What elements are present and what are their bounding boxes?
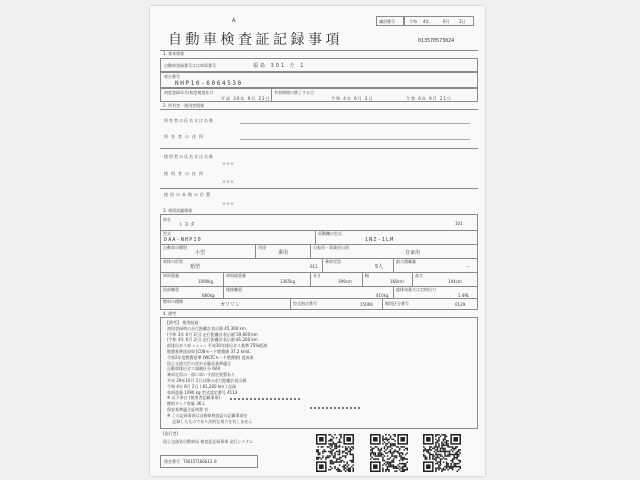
section1-heading: 1. 基本情報 xyxy=(163,51,185,56)
maker-value: トヨタ xyxy=(178,222,197,228)
expiry-value: 令和 6年 9月 21日 xyxy=(406,96,452,101)
first-reg-value: 平成 30年 9月 22日 xyxy=(221,96,271,101)
issue-date-era: 令和 xyxy=(409,19,417,24)
width-value: 169cm xyxy=(390,279,404,284)
inspection-record-document xyxy=(150,6,485,476)
issue-date-day: 2日 xyxy=(459,19,466,24)
date-row xyxy=(160,88,478,102)
note-line: 保安基準適合証明書 有 xyxy=(167,407,209,412)
category-value: 0129 xyxy=(455,302,466,307)
shape-value: 箱型 xyxy=(190,264,201,270)
reg-label: 自動車登録番号又は車両番号 xyxy=(164,63,216,68)
reg-row xyxy=(160,58,478,72)
note-line: 低排出ガス車 ☆☆☆☆ 平成30年排出ガス基準 75%低減 xyxy=(167,343,268,349)
id-stamp-box xyxy=(376,16,404,26)
fuel-value: ガソリン xyxy=(220,302,241,308)
maker-code: 101 xyxy=(455,221,463,226)
qr-code-2-icon xyxy=(370,434,408,472)
note-line: 乗車定員の一部に車いす固定装置あり xyxy=(167,372,235,378)
use-label: 用途 xyxy=(258,245,266,250)
vin-row xyxy=(160,72,478,88)
use-value: 乗用 xyxy=(278,250,289,256)
gross-value: 1365kg xyxy=(280,279,296,284)
base-location-label: 使用の本拠の位置 xyxy=(164,192,212,197)
front-axle-value: 680kg xyxy=(202,293,215,298)
length-value: 399cm xyxy=(338,279,352,284)
height-value: 144cm xyxy=(448,279,462,284)
weight-label: 車両重量 xyxy=(163,273,179,278)
issue-date-box xyxy=(404,16,474,26)
purpose-value: 自家用 xyxy=(405,250,421,256)
qr-code-3-icon xyxy=(423,434,461,472)
weight-value: 1090kg xyxy=(198,279,214,284)
note-line: 令和2年度燃費基準 (WLTCモード燃費値) 達成車 xyxy=(167,354,254,360)
vin-label: 車台番号 xyxy=(164,74,180,79)
height-label: 高さ xyxy=(415,273,423,278)
issue-value: 令和 4年 6月 2日 xyxy=(331,96,374,101)
maker-label: 車名 xyxy=(163,217,171,222)
note-line: 記録したものであり法的な効力を有しません xyxy=(167,418,253,424)
engine-label: 原動機の型式 xyxy=(318,231,342,236)
shape-code: 011 xyxy=(310,264,318,269)
issuer-value: 国土交通省自動車局 検査証記録事項 発行システム xyxy=(163,439,254,444)
base-location-value: ＊＊＊ xyxy=(222,201,234,206)
qr-code-1-icon xyxy=(316,434,354,472)
engine-value: 1NZ-1LM xyxy=(365,237,395,243)
note-line: 令和 4年 6月 2日 ( 81,200 km ) 記録 xyxy=(167,383,237,389)
capacity-label: 乗車定員 xyxy=(325,259,341,264)
note-line: ※ 以下余白 (使用者記載事項) xyxy=(167,395,221,401)
issuer-label: [発行者] xyxy=(163,431,179,436)
model-label: 型式 xyxy=(163,231,171,236)
note-line: 初回登録時の走行距離計表示値 45,300 km xyxy=(167,325,246,331)
category-label: 類別区分番号 xyxy=(385,301,409,306)
top-mark: A xyxy=(232,18,236,24)
issue-date-month: 6月 xyxy=(443,19,450,24)
notes-box xyxy=(160,317,478,429)
length-label: 長さ xyxy=(313,273,321,278)
rear-axle-label: 後後軸重 xyxy=(226,287,242,292)
record-label: 照会番号 xyxy=(164,459,180,464)
width-label: 幅 xyxy=(365,273,369,278)
expiry-label: 有効期間の満了する日 xyxy=(274,90,314,95)
section3-heading: 3. 車両詳細情報 xyxy=(163,208,193,213)
capacity-value: 5人 xyxy=(375,264,384,270)
document-number: 013570573024 xyxy=(418,38,455,44)
note-line: (令和 3年 6月 2日) 走行距離計表示値 59,600 km xyxy=(167,331,258,337)
class-label: 自動車の種別 xyxy=(163,245,187,250)
note-line: 【備考】 使用経過： xyxy=(165,320,203,325)
title-rule xyxy=(160,50,478,51)
note-line: ※ この記録事項は自動車検査証の記載事項を xyxy=(167,412,248,418)
note-line: 燃料タンク容量 36 L xyxy=(167,401,205,407)
fuel-label: 燃料の種類 xyxy=(163,299,183,304)
vin-value: NHP10-6064530 xyxy=(175,80,243,87)
class-no-label: 型式指定番号 xyxy=(293,301,317,306)
rear-axle-value: 410kg xyxy=(376,293,389,298)
note-line: (令和 4年 6月 2日) 走行距離計表示値 81,200 km xyxy=(167,337,258,343)
max-load-value: － xyxy=(466,264,472,270)
record-box xyxy=(160,455,258,468)
note-line: 国土交通大臣の定める騒音基準適合 xyxy=(167,360,231,366)
purpose-label: 自家用・事業用の別 xyxy=(313,245,349,250)
record-value: T46157166613.8 xyxy=(183,459,217,464)
user-addr-label: 使用者の住所 xyxy=(164,171,206,176)
reg-value: 福島 301 た 1 xyxy=(253,63,306,69)
displacement-value: 1.49L xyxy=(458,293,470,298)
shape-label: 車体の形状 xyxy=(163,259,183,264)
gross-label: 車両総重量 xyxy=(226,273,246,278)
owner-name-label: 所有者の氏名又は名称 xyxy=(164,118,214,123)
section4-heading: 4. 備考 xyxy=(163,311,177,316)
document-title: 自動車検査証記録事項 xyxy=(168,32,343,48)
front-axle-label: 前前軸重 xyxy=(163,287,179,292)
class-no-value: 15069 xyxy=(360,302,373,307)
issue-date-year: 4年 xyxy=(423,19,430,24)
user-name-value: ＊＊＊ xyxy=(222,161,234,166)
note-line: 平成 29年10月 1日以降の走行距離計表示値 xyxy=(167,378,247,383)
max-load-label: 最大積載量 xyxy=(396,259,416,264)
note-line: 車両重量 1090 kg 型式認定番号 4113 xyxy=(167,389,238,395)
displacement-label: 総排気量又は定格出力 xyxy=(396,287,436,292)
user-name-label: 使用者の氏名又は名称 xyxy=(164,154,214,159)
note-line: 自動車排出ガス規制区分 6AA xyxy=(167,366,221,372)
owner-addr-label: 所有者の住所 xyxy=(164,134,206,139)
user-addr-value: ＊＊＊ xyxy=(222,179,234,184)
note-line: 燃費基準達成車 JC08モード燃費値 37.2 km/L xyxy=(167,349,251,354)
first-reg-label: 初度登録年月/初度検査年月 xyxy=(164,90,214,95)
model-value: DAA-NHP10 xyxy=(164,237,202,243)
class-value: 小型 xyxy=(195,250,206,256)
section2-heading: 2. 所有者・使用者情報 xyxy=(163,103,205,108)
id-stamp: 識別番号 xyxy=(379,18,395,24)
